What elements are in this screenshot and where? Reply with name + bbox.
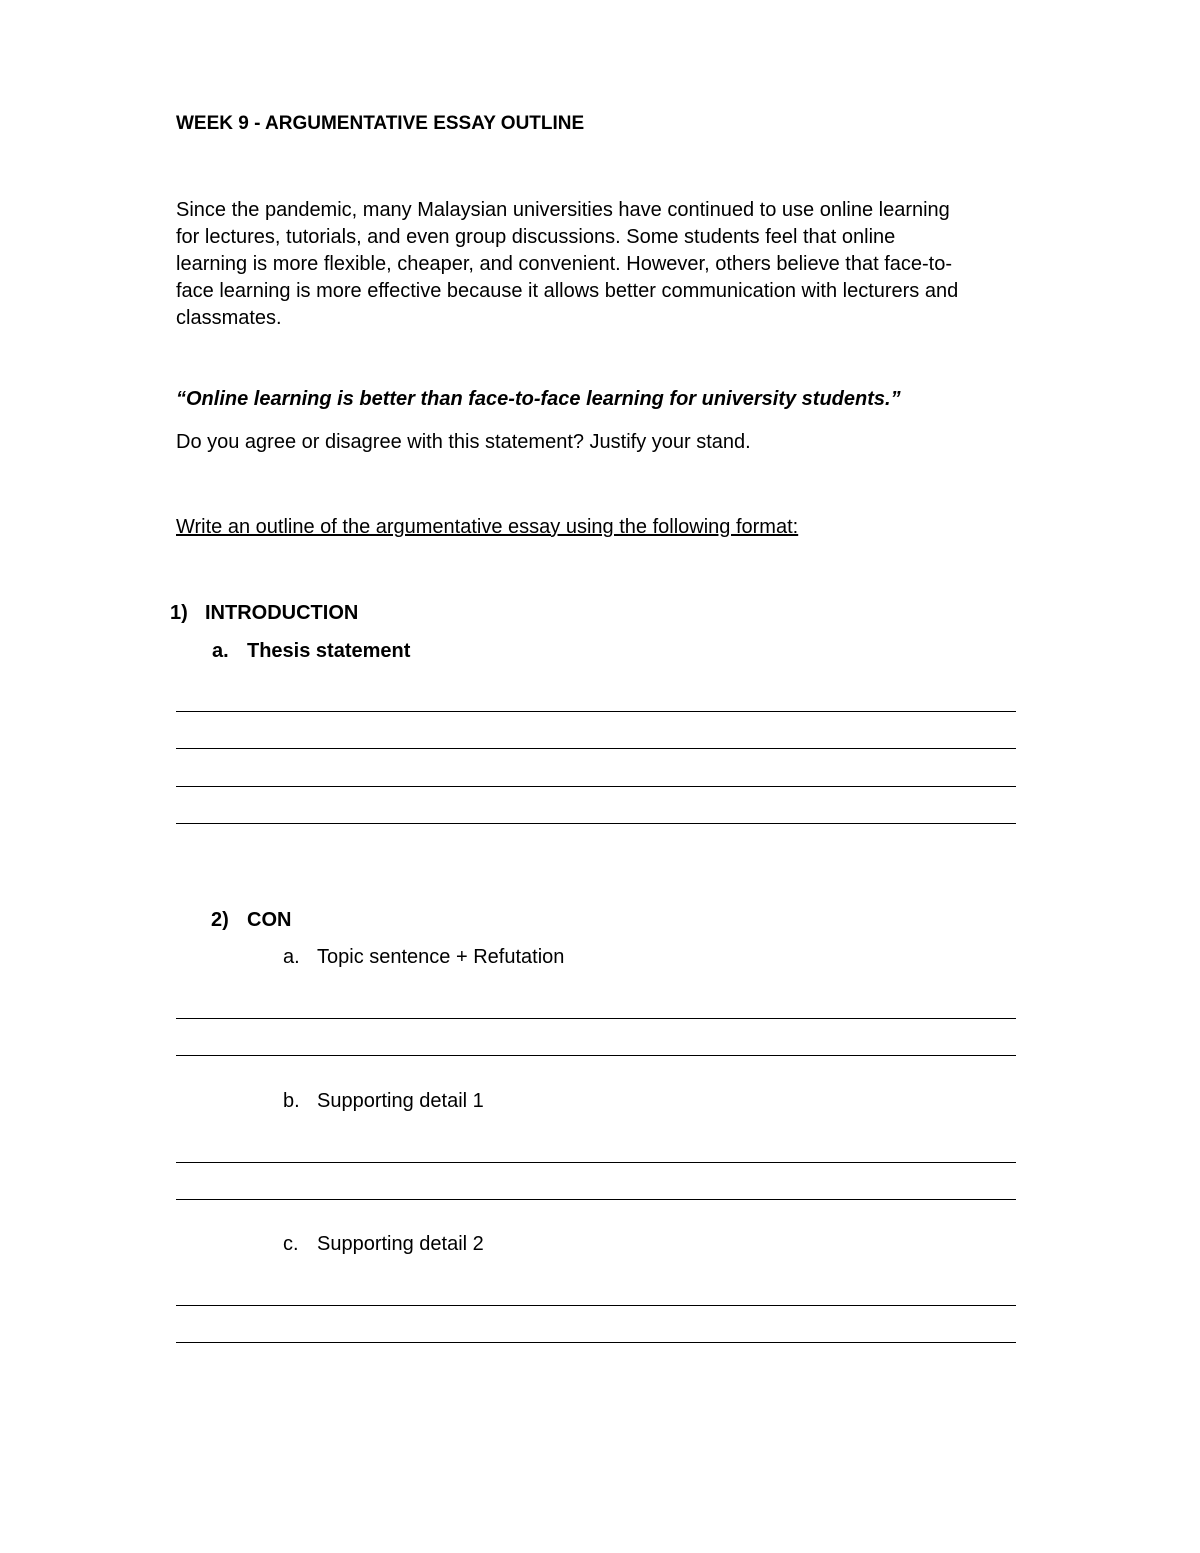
answer-line xyxy=(176,748,1016,749)
answer-line xyxy=(176,786,1016,787)
intro-paragraph xyxy=(176,197,958,332)
item-marker: c. xyxy=(283,1233,299,1255)
answer-line xyxy=(176,1055,1016,1056)
section-label-con: CON xyxy=(247,909,292,931)
section-number: 1) xyxy=(170,602,188,624)
answer-line xyxy=(176,1199,1016,1200)
worksheet-title: WEEK 9 - ARGUMENTATIVE ESSAY OUTLINE xyxy=(176,113,585,134)
section-number: 2) xyxy=(211,909,229,931)
item-label-supporting-detail-2: Supporting detail 2 xyxy=(317,1233,484,1255)
item-marker: a. xyxy=(283,946,300,968)
answer-line xyxy=(176,1162,1016,1163)
answer-line xyxy=(176,1342,1016,1343)
outline-instruction: Write an outline of the argumentative essay using the following format: xyxy=(176,516,799,538)
answer-line xyxy=(176,1305,1016,1306)
item-marker: b. xyxy=(283,1090,300,1112)
intro-line: learning is more flexible, cheaper, and convenient. However, others believe that face-to- xyxy=(176,253,952,275)
section-label-introduction: INTRODUCTION xyxy=(205,602,359,624)
intro-line: Since the pandemic, many Malaysian universities have continued to use online learning xyxy=(176,199,950,221)
item-label-topic-sentence: Topic sentence + Refutation xyxy=(317,946,565,968)
intro-line: face learning is more effective because it allows better communication with lecturers and xyxy=(176,280,959,302)
essay-statement: “Online learning is better than face-to-face learning for university students.” xyxy=(176,388,901,410)
intro-line: for lectures, tutorials, and even group discussions. Some students feel that online xyxy=(176,226,896,248)
answer-line xyxy=(176,711,1016,712)
item-marker: a. xyxy=(212,640,229,662)
answer-line xyxy=(176,1018,1016,1019)
item-label-supporting-detail-1: Supporting detail 1 xyxy=(317,1090,484,1112)
essay-question: Do you agree or disagree with this statement? Justify your stand. xyxy=(176,431,751,453)
answer-line xyxy=(176,823,1016,824)
item-label-thesis-statement: Thesis statement xyxy=(247,640,411,662)
intro-line: classmates. xyxy=(176,307,282,329)
